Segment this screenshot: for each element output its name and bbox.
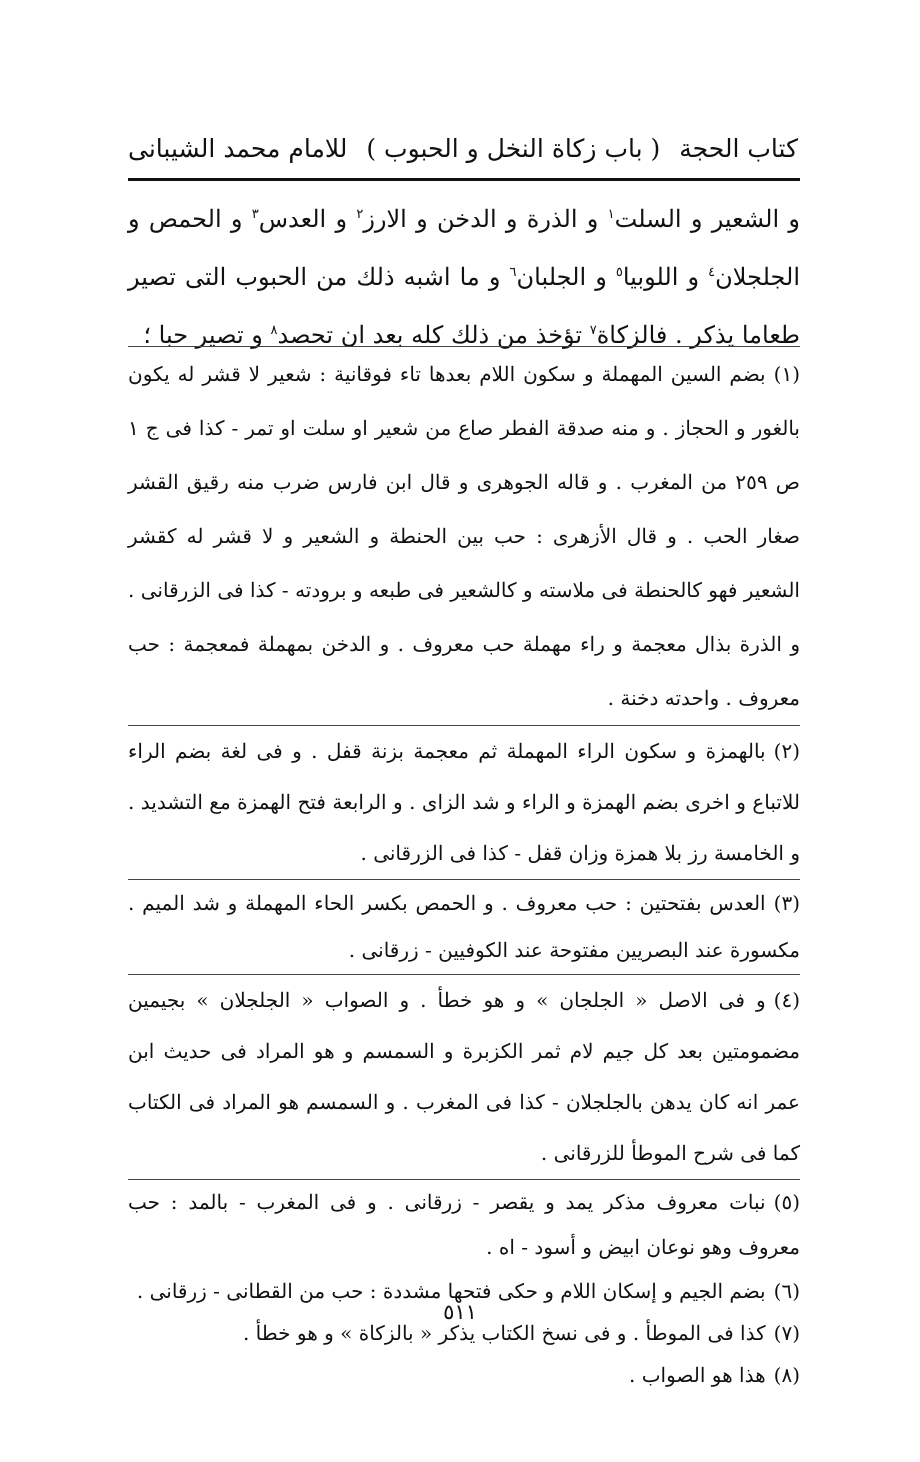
- main-text-segment: و الشعير و السلت: [614, 205, 800, 233]
- footnote-text: بالهمزة و سكون الراء المهملة ثم معجمة بزنة قفل . و فى لغة بضم الراء للاتباع و اخرى بضم الهمزة و الراء و شد الزاى . و الرابعة فتح الهمزة مع التشديد . و الخامسة رز بلا همزة وزان قفل - كذا فى الزرقانى .: [128, 739, 800, 865]
- main-paragraph: [128, 188, 800, 362]
- main-text-segment: و الحمص و الجلجلان: [128, 205, 800, 291]
- footnote-text: العدس بفتحتين : حب معروف . و الحمص بكسر الحاء المهملة و شد الميم . مكسورة عند البصريين مفتوحة عند الكوفيين - زرقانى .: [128, 891, 800, 962]
- footnote-3: [128, 880, 800, 974]
- footnote-4: [128, 975, 800, 1179]
- footnote-number: (٢): [773, 739, 800, 763]
- footnote-marker: ٣: [251, 207, 259, 222]
- footnote-text: نبات معروف مذكر يمد و يقصر - زرقانى . و فى المغرب - بالمد : حب معروف وهو نوعان ابيض و أسود - اه .: [128, 1190, 800, 1259]
- footnote-marker: ٧: [589, 323, 597, 338]
- footnote-1: [128, 347, 800, 725]
- main-text-segment: و الجلبان: [516, 263, 616, 291]
- footnote-number: (٥): [773, 1190, 800, 1214]
- main-text-segment: تؤخذ من ذلك كله بعد ان تحصد: [277, 321, 590, 349]
- footnote-marker: ٦: [509, 265, 517, 280]
- author-name: للامام محمد الشيبانى: [128, 133, 348, 163]
- footnote-number: (٨): [773, 1363, 800, 1387]
- main-text-segment: و تصير حبا ؛: [143, 321, 271, 349]
- footnote-marker: ١: [607, 207, 615, 222]
- page-number: ٥١١: [443, 1300, 477, 1324]
- footnote-number: (١): [773, 362, 800, 386]
- footnote-number: (٦): [773, 1279, 800, 1303]
- footnote-text: بضم الجيم و إسكان اللام و حكى فتحها مشددة : حب من القطانى - زرقانى .: [136, 1279, 766, 1303]
- footnote-number: (٤): [773, 988, 800, 1012]
- footnote-marker: ٨: [270, 323, 278, 338]
- footnote-5: [128, 1180, 800, 1270]
- footnote-marker: ٥: [615, 265, 623, 280]
- footnote-text: هذا هو الصواب .: [629, 1363, 766, 1387]
- footnote-text: بضم السين المهملة و سكون اللام بعدها تاء فوقانية : شعير لا قشر له يكون بالغور و الحجاز . و منه صدقة الفطر صاع من شعير او سلت او تمر - كذا فى ج ١ ص ٢٥٩ من المغرب . و قاله الجوهرى و قال ابن فارس ضرب منه رقيق القشر صغار الحب . و قال الأزهرى : حب بين الحنطة و الشعير و لا قشر له كقشر الشعير فهو كالحنطة فى ملاسته و كالشعير فى طبعه و برودته - كذا فى الزرقانى . و الذرة بذال معجمة و راء مهملة حب معروف . و الدخن بمهملة فمعجمة : حب معروف . واحدته دخنة .: [128, 362, 800, 710]
- footnotes: [128, 346, 800, 1396]
- running-header: [128, 126, 798, 170]
- footnote-text: كذا فى الموطأ . و فى نسخ الكتاب يذكر « بالزكاة » و هو خطأ .: [242, 1321, 766, 1345]
- main-text-segment: و ما اشبه ذلك من الحبوب التى تصير طعاما يذكر . فالزكاة: [128, 263, 800, 349]
- header-rule: [128, 178, 800, 181]
- main-text-segment: و العدس: [258, 205, 357, 233]
- book-title: كتاب الحجة: [679, 133, 798, 163]
- footnote-2: [128, 726, 800, 879]
- footnote-8: [128, 1354, 800, 1396]
- footnote-number: (٣): [773, 891, 800, 915]
- chapter-title: ( باب زكاة النخل و الحبوب ): [366, 133, 661, 163]
- footnote-marker: ٤: [708, 265, 716, 280]
- main-text-segment: و اللوبيا: [622, 263, 709, 291]
- footnote-number: (٧): [773, 1321, 800, 1345]
- footnote-text: و فى الاصل « الجلجان » و هو خطأ . و الصواب « الجلجلان » بجيمين مضمومتين بعد كل جيم لام ثمر الكزبرة و السمسم و هو المراد فى حديث ابن عمر انه كان يدهن بالجلجلان - كذا فى المغرب . و السمسم هو المراد فى الكتاب كما فى شرح الموطأ للزرقانى .: [128, 988, 800, 1165]
- main-text: [128, 188, 800, 362]
- footnote-marker: ٢: [356, 207, 364, 222]
- main-text-segment: و الذرة و الدخن و الارز: [363, 205, 608, 233]
